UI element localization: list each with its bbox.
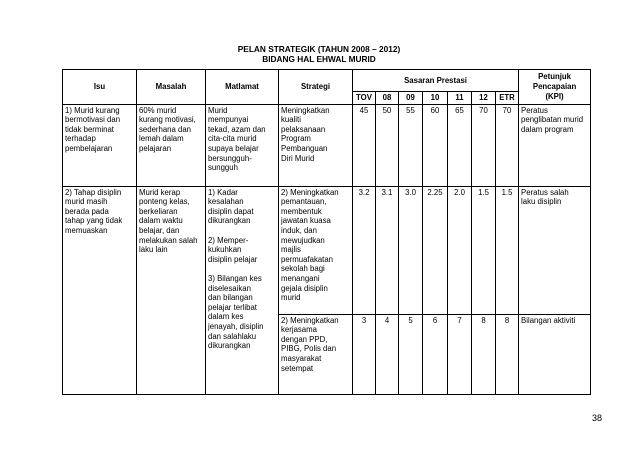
document-title: PELAN STRATEGIK (TAHUN 2008 – 2012) bbox=[237, 44, 401, 54]
cell-value-11: 7 bbox=[448, 314, 472, 394]
cell-value-11: 2.0 bbox=[448, 186, 472, 314]
table-row bbox=[63, 186, 591, 314]
cell-isu: 2) Tahap disiplin murid masih berada pada tahap yang tidak memuaskan bbox=[63, 186, 137, 394]
document-subtitle: BIDANG HAL EHWAL MURID bbox=[262, 54, 376, 64]
header-year-tov: TOV bbox=[353, 92, 376, 105]
cell-kpi: Peratus penglibatan murid dalam program bbox=[519, 104, 591, 186]
header-masalah: Masalah bbox=[137, 70, 206, 105]
cell-value-tov: 3.2 bbox=[353, 186, 376, 314]
header-year-12: 12 bbox=[472, 92, 496, 105]
header-year-11: 11 bbox=[448, 92, 472, 105]
cell-value-10: 6 bbox=[423, 314, 448, 394]
strategic-plan-table bbox=[62, 69, 591, 395]
cell-value-09: 55 bbox=[399, 104, 423, 186]
header-sasaran-prestasi: Sasaran Prestasi bbox=[353, 70, 519, 92]
cell-value-etr: 8 bbox=[496, 314, 519, 394]
cell-value-10: 60 bbox=[423, 104, 448, 186]
cell-strategi: Meningkatkan kualiti pelaksanaan Program Pembanguan Diri Murid bbox=[279, 104, 353, 186]
cell-value-10: 2.25 bbox=[423, 186, 448, 314]
cell-strategi: 2) Meningkatkan pemantauan, membentuk jawatan kuasa induk, dan mewujudkan majlis permuafakatan sekolah bagi menangani gejala disiplin murid bbox=[279, 186, 353, 314]
cell-matlamat: Murid mempunyai tekad, azam dan cita-cita murid supaya belajar bersungguh- sungguh bbox=[206, 104, 279, 186]
cell-value-08: 50 bbox=[376, 104, 399, 186]
cell-kpi: Peratus salah laku disiplin bbox=[519, 186, 591, 314]
cell-masalah: Murid kerap ponteng kelas, berkeliaran dalam waktu belajar, dan melakukan salah laku lain bbox=[137, 186, 206, 394]
header-year-08: 08 bbox=[376, 92, 399, 105]
cell-value-12: 1.5 bbox=[472, 186, 496, 314]
cell-strategi: 2) Meningkatkan kerjasama dengan PPD, PIBG, Polis dan masyarakat setempat bbox=[279, 314, 353, 394]
cell-value-09: 3.0 bbox=[399, 186, 423, 314]
cell-value-09: 5 bbox=[399, 314, 423, 394]
cell-value-etr: 1.5 bbox=[496, 186, 519, 314]
header-kpi: Petunjuk Pencapaian (KPI) bbox=[519, 70, 591, 105]
cell-value-etr: 70 bbox=[496, 104, 519, 186]
cell-masalah: 60% murid kurang motivasi, sederhana dan lemah dalam pelajaran bbox=[137, 104, 206, 186]
header-strategi: Strategi bbox=[279, 70, 353, 105]
table-row bbox=[63, 104, 591, 186]
header-isu: Isu bbox=[63, 70, 137, 105]
cell-value-tov: 45 bbox=[353, 104, 376, 186]
header-year-09: 09 bbox=[399, 92, 423, 105]
cell-isu: 1) Murid kurang bermotivasi dan tidak berminat terhadap pembelajaran bbox=[63, 104, 137, 186]
cell-value-08: 3.1 bbox=[376, 186, 399, 314]
cell-matlamat: 1) Kadar kesalahan disiplin dapat dikurangkan 2) Memper- kukuhkan disiplin pelajar 3) Bilangan kes diselesaikan dan bilangan pelajar terlibat dalam kes jenayah, disiplin dan salahlaku dikurangkan bbox=[206, 186, 279, 394]
header-year-etr: ETR bbox=[496, 92, 519, 105]
page-number: 38 bbox=[592, 413, 603, 423]
cell-value-tov: 3 bbox=[353, 314, 376, 394]
cell-kpi: Bilangan aktiviti bbox=[519, 314, 591, 394]
cell-value-12: 70 bbox=[472, 104, 496, 186]
cell-value-12: 8 bbox=[472, 314, 496, 394]
header-year-10: 10 bbox=[423, 92, 448, 105]
header-matlamat: Matlamat bbox=[206, 70, 279, 105]
cell-value-08: 4 bbox=[376, 314, 399, 394]
cell-value-11: 65 bbox=[448, 104, 472, 186]
